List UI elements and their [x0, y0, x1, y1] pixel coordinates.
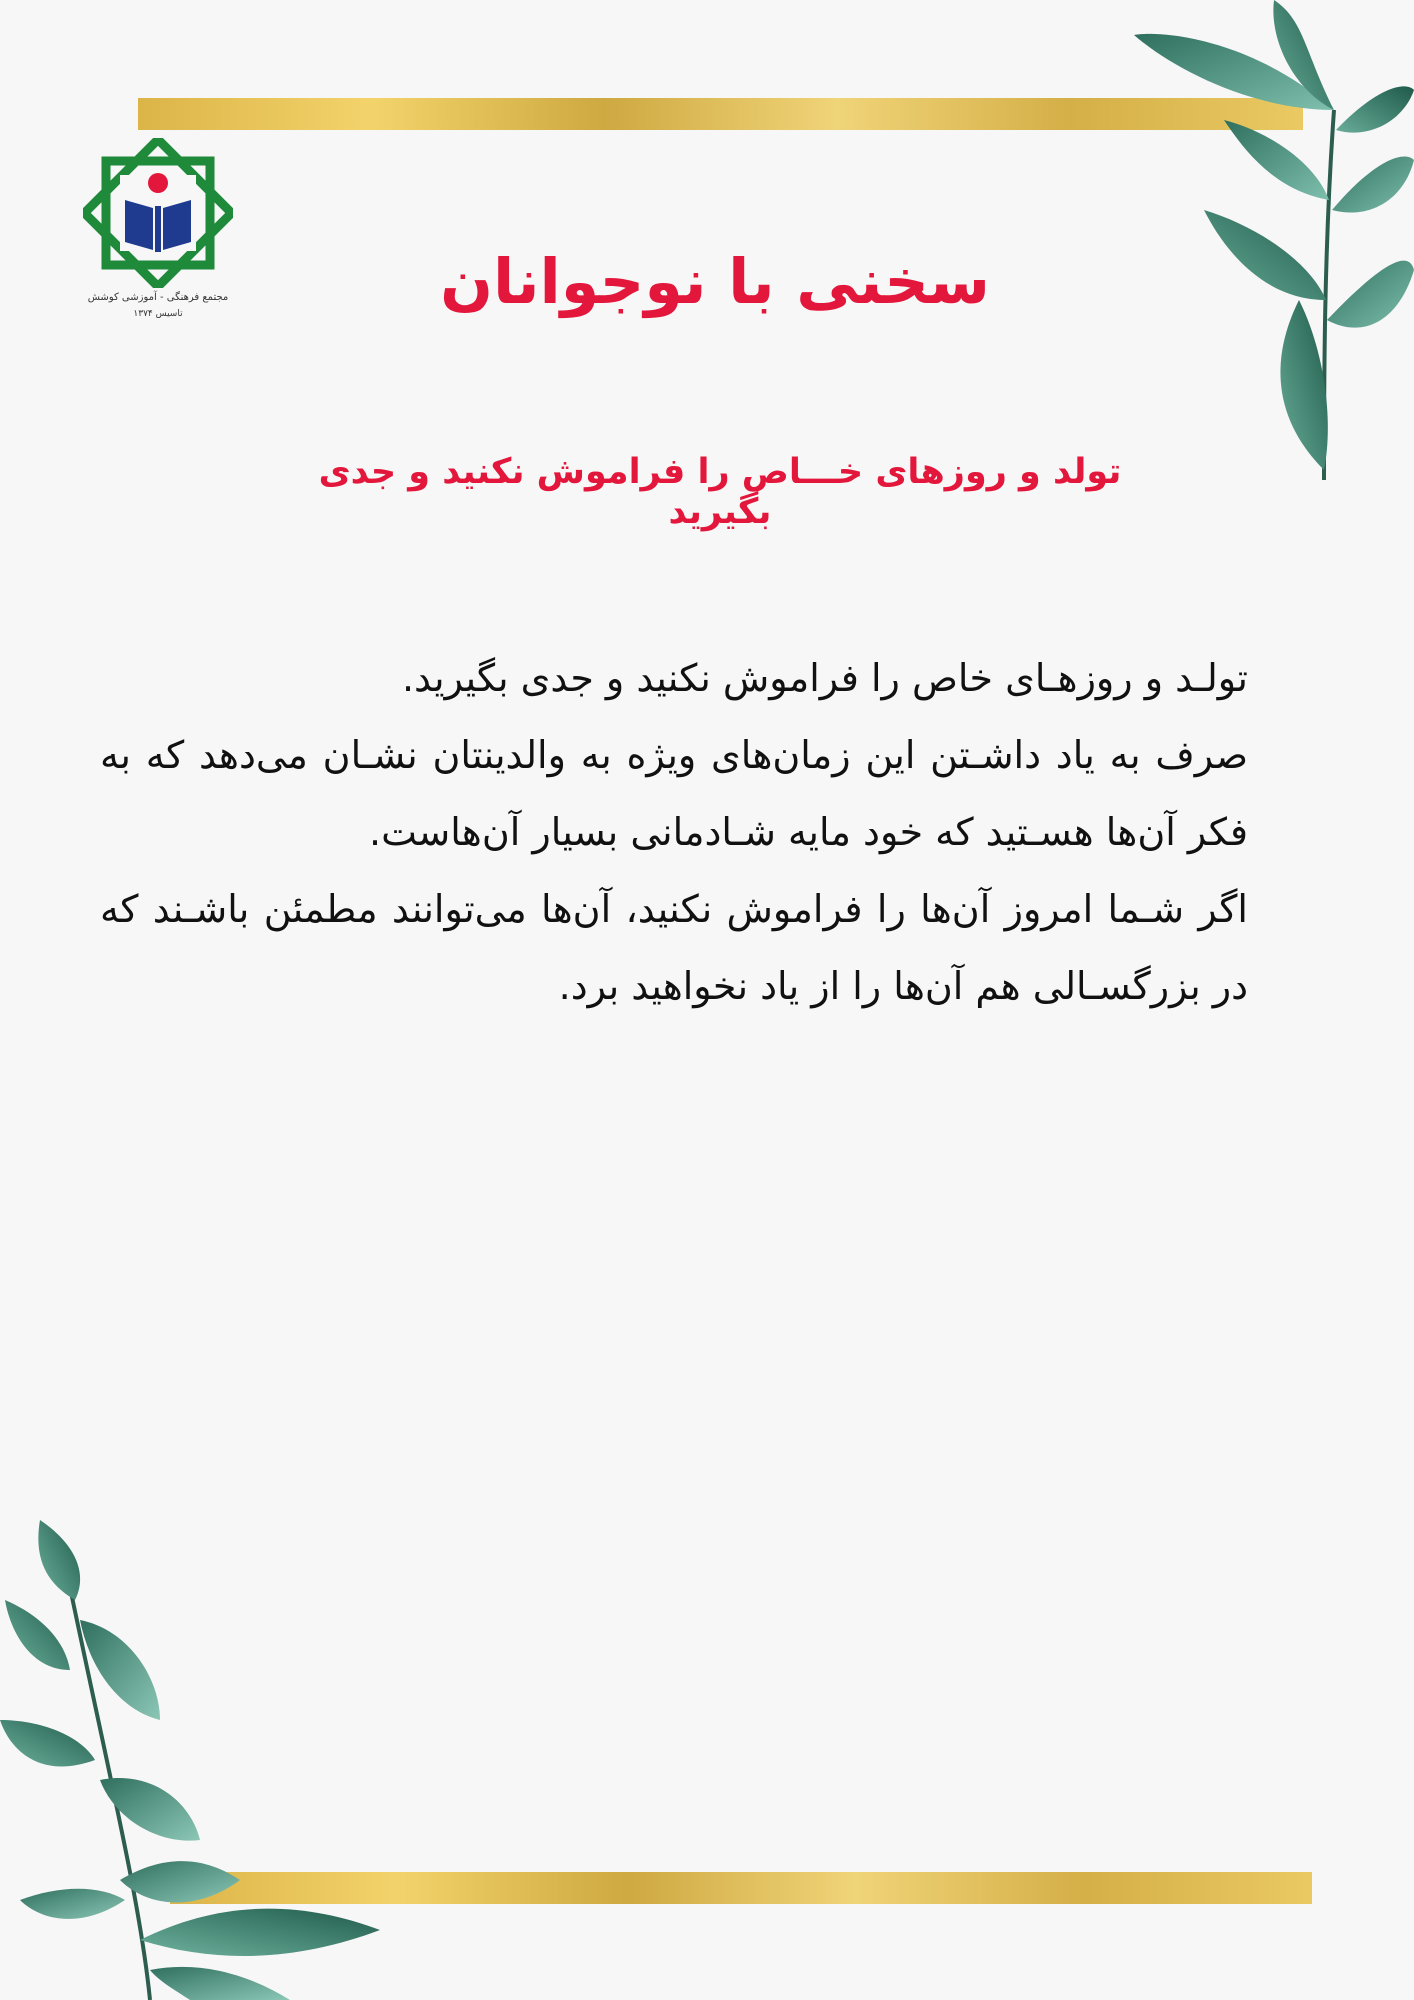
star-book-emblem-icon	[83, 138, 233, 288]
top-right-leaves-decoration	[1024, 0, 1414, 480]
paragraph-3: اگر شـما امروز آن‌ها را فراموش نکنید، آن‌ها می‌توانند مطمئن باشـند که در بزرگسـالی هم آن‌ها را از یاد نخواهید برد.	[100, 887, 1248, 1008]
bottom-left-leaves-decoration	[0, 1520, 460, 2000]
paragraph-1: تولـد و روزهـای خاص را فراموش نکنید و جدی بگیرید.	[401, 656, 1248, 700]
logo-founded-year: تاسیس ۱۳۷۴	[133, 309, 183, 319]
logo-organization-name: مجتمع فرهنگی - آموزشی کوشش	[87, 292, 229, 303]
article-body	[100, 640, 1248, 1025]
page-subtitle: تولد و روزهای خـــاص را فراموش نکنید و جدی بگیرید	[318, 452, 1122, 532]
paragraph-2: صرف به یاد داشـتن این زمان‌های ویژه به والدینتان نشـان می‌دهد که به فکر آن‌ها هسـتید که خود مایه شـادمانی بسیار آن‌هاست.	[100, 733, 1248, 854]
page-title: سخنی با نوجوانان	[440, 245, 990, 318]
school-logo	[78, 138, 238, 328]
